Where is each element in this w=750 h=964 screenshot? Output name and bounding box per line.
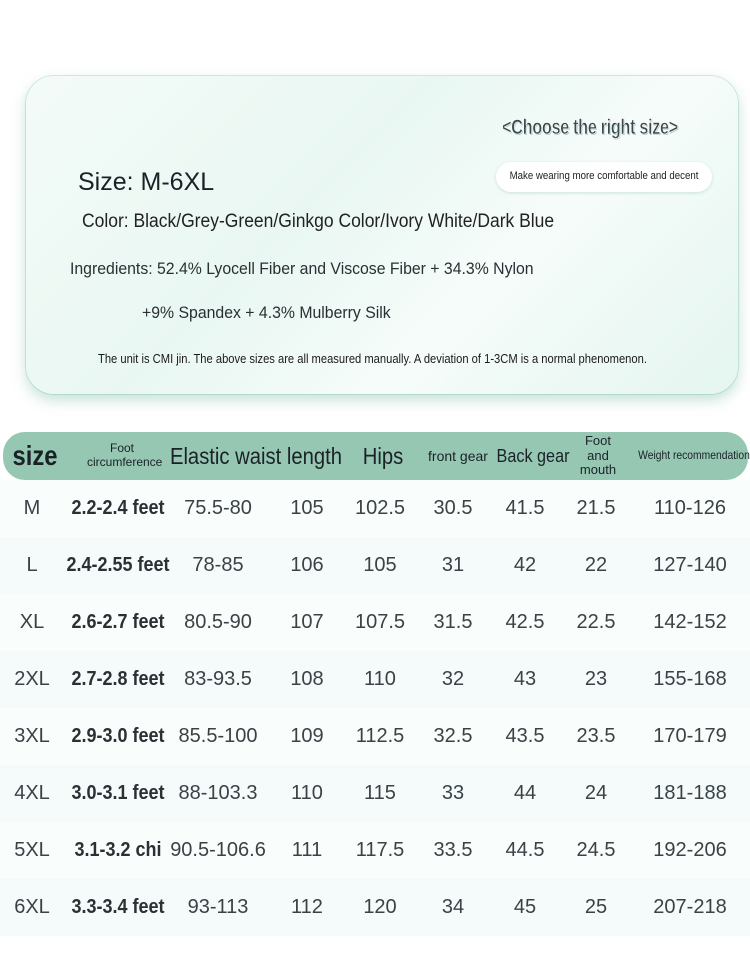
cell-foot-mouth: 21.5 <box>576 497 616 519</box>
cell-foot-circumference: 2.7-2.8 feet <box>71 668 165 690</box>
cell-weight: 110-126 <box>654 497 726 519</box>
cell-size: 5XL <box>14 839 50 861</box>
cell-foot-mouth: 25 <box>584 896 608 918</box>
size-table-body <box>0 480 750 936</box>
cell-back-gear: 43 <box>513 668 537 690</box>
cell-front-gear: 31.5 <box>433 611 473 633</box>
cell-elastic-waist: 75.5-80 <box>184 497 252 519</box>
cell-hips: 102.5 <box>354 497 406 519</box>
cell-hips: 120 <box>363 896 397 918</box>
cell-front-gear: 31 <box>441 554 465 576</box>
color-text: Color: Black/Grey-Green/Ginkgo Color/Ivory White/Dark Blue <box>82 211 555 232</box>
product-info-card <box>26 76 738 394</box>
header-front-gear: front gear <box>428 447 488 464</box>
cell-foot-circumference: 3.3-3.4 feet <box>71 896 165 918</box>
cell-foot-mouth: 24 <box>584 782 608 804</box>
cell-hips: 117.5 <box>355 839 405 861</box>
cell-weight: 170-179 <box>653 725 727 747</box>
cell-front-gear: 32.5 <box>433 725 473 747</box>
cell-length: 111 <box>291 839 323 861</box>
cell-front-gear: 30.5 <box>433 497 473 519</box>
cell-foot-mouth: 22 <box>584 554 608 576</box>
table-row <box>0 765 750 822</box>
unit-note-text: The unit is CMI jin. The above sizes are all measured manually. A deviation of 1-3CM is a normal phenomenon. <box>98 351 647 366</box>
cell-foot-mouth: 23 <box>584 668 608 690</box>
size-range-text: Size: M-6XL <box>78 168 215 196</box>
cell-elastic-waist: 83-93.5 <box>184 668 252 690</box>
cell-size: 4XL <box>14 782 50 804</box>
header-elastic-waist-length: Elastic waist length <box>169 442 343 469</box>
cell-weight: 155-168 <box>653 668 727 690</box>
cell-back-gear: 41.5 <box>505 497 545 519</box>
cell-back-gear: 44.5 <box>505 839 545 861</box>
cell-foot-circumference: 3.0-3.1 feet <box>71 782 165 804</box>
cell-foot-mouth: 22.5 <box>576 611 616 633</box>
choose-size-title: <Choose the right size> <box>502 116 678 139</box>
cell-length: 105 <box>290 497 324 519</box>
cell-back-gear: 43.5 <box>505 725 545 747</box>
cell-size: M <box>23 497 41 519</box>
cell-front-gear: 34 <box>441 896 465 918</box>
cell-foot-circumference: 2.9-3.0 feet <box>71 725 165 747</box>
ingredients-text-line-2: +9% Spandex + 4.3% Mulberry Silk <box>142 303 391 322</box>
cell-elastic-waist: 85.5-100 <box>178 725 258 747</box>
table-row <box>0 879 750 936</box>
cell-elastic-waist: 90.5-106.6 <box>170 839 266 861</box>
cell-elastic-waist: 93-113 <box>187 896 249 918</box>
header-back-gear: Back gear <box>496 445 570 466</box>
size-table-header <box>3 432 748 480</box>
cell-front-gear: 33 <box>441 782 465 804</box>
header-size: size <box>12 439 58 471</box>
cell-length: 106 <box>290 554 324 576</box>
cell-weight: 127-140 <box>653 554 727 576</box>
cell-foot-circumference: 2.4-2.55 feet <box>66 554 170 576</box>
cell-length: 110 <box>291 782 323 804</box>
table-row <box>0 594 750 651</box>
cell-back-gear: 45 <box>513 896 537 918</box>
cell-weight: 142-152 <box>653 611 727 633</box>
cell-size: 2XL <box>14 668 50 690</box>
table-row <box>0 537 750 594</box>
cell-length: 108 <box>290 668 324 690</box>
cell-hips: 105 <box>363 554 397 576</box>
cell-back-gear: 42.5 <box>505 611 545 633</box>
table-row <box>0 708 750 765</box>
cell-foot-mouth: 24.5 <box>576 839 616 861</box>
cell-foot-mouth: 23.5 <box>576 725 616 747</box>
cell-size: L <box>26 554 38 576</box>
table-row <box>0 822 750 879</box>
ingredients-text-line-1: Ingredients: 52.4% Lyocell Fiber and Viscose Fiber + 34.3% Nylon <box>70 259 534 278</box>
cell-elastic-waist: 88-103.3 <box>178 782 258 804</box>
header-hips: Hips <box>362 442 404 469</box>
cell-back-gear: 42 <box>513 554 537 576</box>
cell-hips: 110 <box>364 668 396 690</box>
size-table <box>0 432 750 936</box>
cell-front-gear: 33.5 <box>433 839 473 861</box>
cell-elastic-waist: 80.5-90 <box>184 611 252 633</box>
cell-length: 109 <box>290 725 324 747</box>
cell-weight: 207-218 <box>653 896 727 918</box>
cell-size: 6XL <box>14 896 50 918</box>
table-row <box>0 651 750 708</box>
cell-weight: 181-188 <box>653 782 727 804</box>
cell-length: 107 <box>290 611 324 633</box>
header-foot-circumference: Foot circumference <box>87 441 163 469</box>
header-foot-mouth: Foot and mouth <box>579 432 617 478</box>
cell-size: 3XL <box>14 725 50 747</box>
table-row <box>0 480 750 537</box>
cell-front-gear: 32 <box>441 668 465 690</box>
cell-foot-circumference: 2.2-2.4 feet <box>71 497 165 519</box>
cell-size: XL <box>19 611 45 633</box>
cell-elastic-waist: 78-85 <box>192 554 244 576</box>
cell-hips: 112.5 <box>355 725 405 747</box>
cell-hips: 115 <box>364 782 396 804</box>
choose-size-subtitle: Make wearing more comfortable and decent <box>509 170 699 182</box>
header-weight-recommendation: Weight recommendation <box>638 448 750 463</box>
cell-foot-circumference: 3.1-3.2 chi <box>74 839 162 861</box>
cell-back-gear: 44 <box>513 782 537 804</box>
choose-size-subtitle-pill <box>496 162 712 192</box>
cell-length: 112 <box>291 896 323 918</box>
cell-foot-circumference: 2.6-2.7 feet <box>71 611 165 633</box>
cell-weight: 192-206 <box>653 839 727 861</box>
cell-hips: 107.5 <box>354 611 406 633</box>
